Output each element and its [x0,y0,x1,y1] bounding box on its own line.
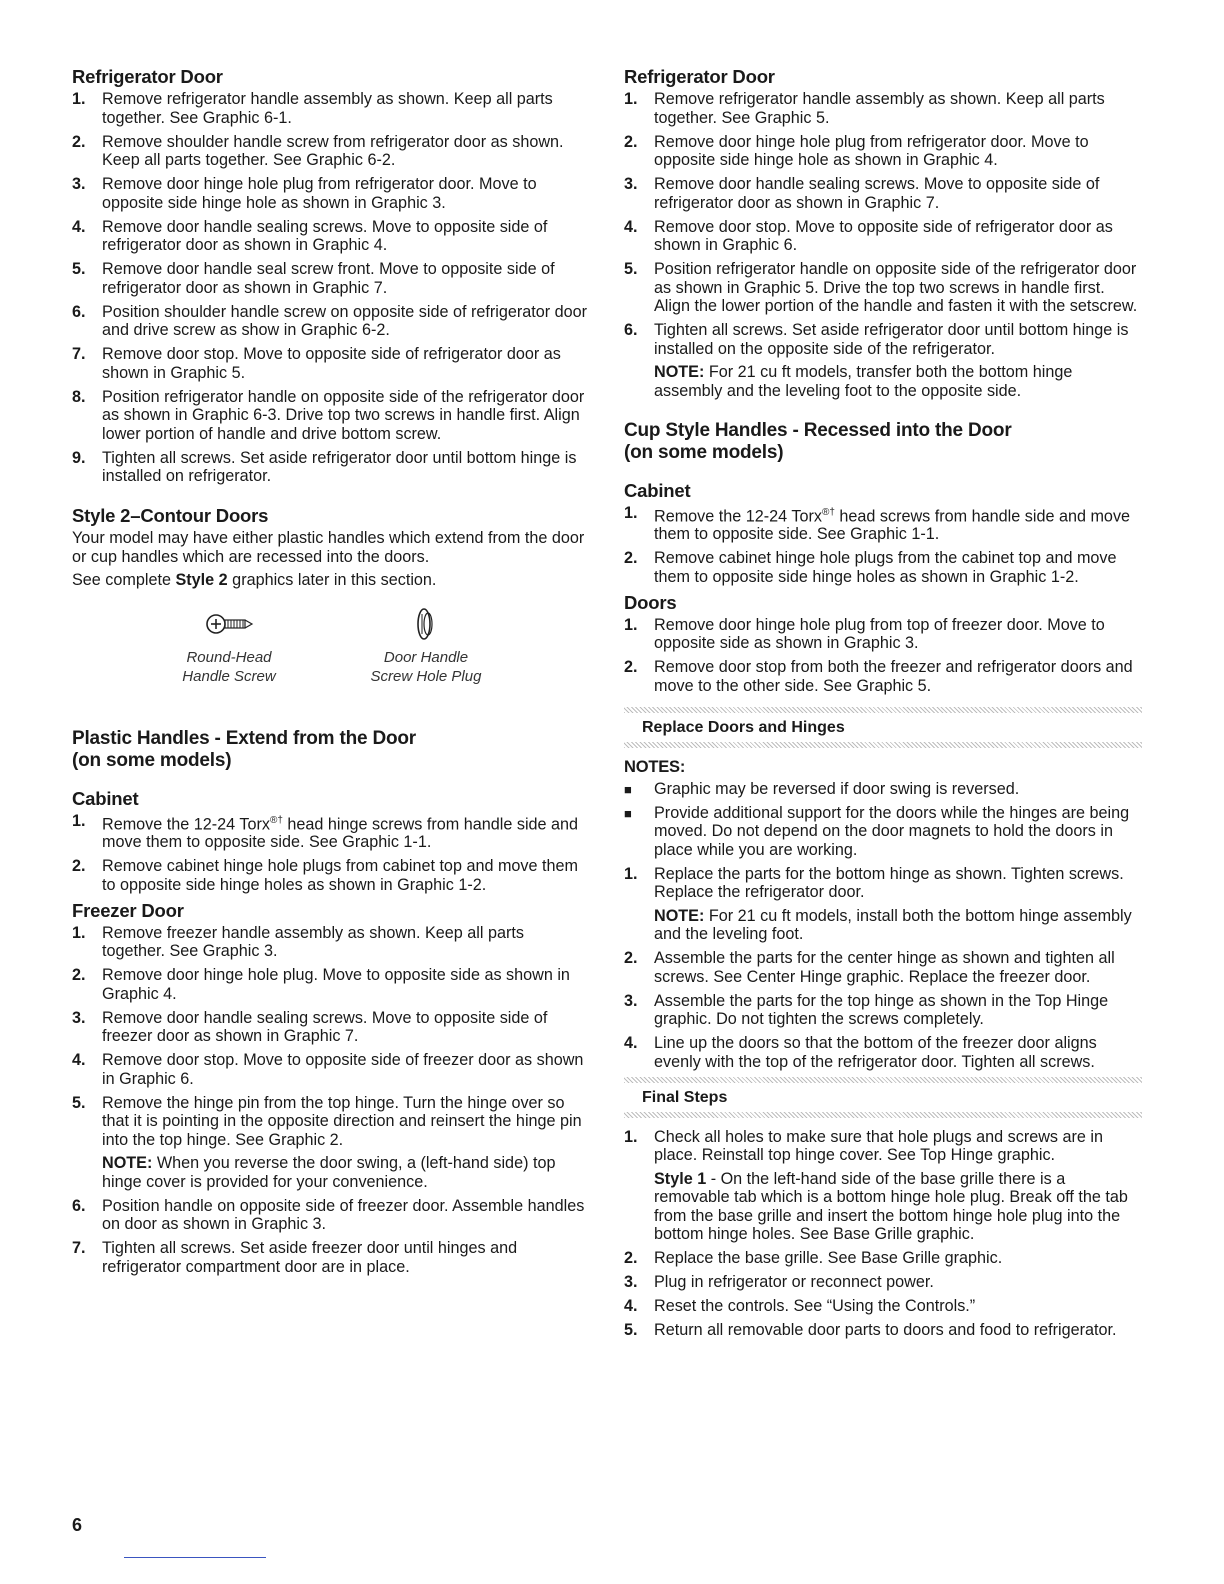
list-item: 7. Remove door stop. Move to opposite side of refrigerator door as shown in Graphic 5. [72,345,561,382]
note: NOTE: When you reverse the door swing, a (left-hand side) top hinge cover is provided for your convenience. [102,1154,556,1191]
replace-steps [624,865,1142,1072]
section-heading-plastic-handles: Plastic Handles - Extend from the Door (on some models) [72,727,416,771]
list-item: 3. Plug in refrigerator or reconnect power. [624,1273,934,1292]
style2-reference: See complete Style 2 graphics later in this section. [72,571,437,589]
list-item: 1. Remove freezer handle assembly as shown. Keep all parts together. See Graphic 3. [72,923,524,961]
footer-line [124,1557,266,1558]
note: NOTE: For 21 cu ft models, transfer both the bottom hinge assembly and the leveling foot to the opposite side. [654,363,1073,400]
section-heading-style-2: Style 2–Contour Doors [72,505,269,526]
section-heading-refrigerator-door: Refrigerator Door [624,66,775,87]
list-item: 3. Remove door handle sealing screws. Move to opposite side of freezer door as shown in Graphic 7. [72,1008,548,1046]
list-item: 5. Remove door handle seal screw front. Move to opposite side of refrigerator door as shown in Graphic 7. [72,260,555,297]
list-item: 4. Remove door stop. Move to opposite side of refrigerator door as shown in Graphic 6. [624,217,1113,254]
freezer-door-steps [72,924,590,1277]
doors-steps [624,616,1142,696]
list-item: 1. Replace the parts for the bottom hinge as shown. Tighten screws. Replace the refrigerator door. NOTE: For 21 cu ft models, install both the bottom hinge assembly and the leveling foot. [624,865,1142,944]
section-heading-cabinet: Cabinet [72,787,139,809]
list-item: 4. Line up the doors so that the bottom of the freezer door aligns evenly with the top of the refrigerator door. Tighten all screws. [624,1034,1097,1071]
list-item: 6. Tighten all screws. Set aside refrigerator door until bottom hinge is installed on the opposite side of the refrigerator. NOTE: For 21 cu ft models, transfer both the bottom hinge assembly and the leveling foot to the opposite side. [624,321,1142,400]
list-item: ■ Provide additional support for the doors while the hinges are being moved. Do not depend on the door magnets to hold the doors in place while you are working. [624,803,1130,859]
list-item: 3. Remove door hinge hole plug from refrigerator door. Move to opposite side hinge hole as shown in Graphic 3. [72,175,537,212]
section-heading-cabinet: Cabinet [624,479,691,501]
figure-caption: Round-Head [186,648,272,666]
figure-round-head-screw [164,606,294,686]
figure-hole-plug [356,606,496,686]
style2-paragraph: Your model may have either plastic handles which extend from the door or cup handles which are recessed into the doors. [72,529,585,566]
refrigerator-door-steps [72,90,590,486]
note: Style 1 - On the left-hand side of the base grille there is a removable tab which is a bottom hinge hole plug. Break off the tab from the base grille and insert the bottom hinge hole plug into the bottom hinge holes. See Base Grille graphic. [654,1169,1128,1244]
cabinet-steps [624,504,1142,587]
list-item: 1. Remove refrigerator handle assembly as shown. Keep all parts together. See Graphic 5. [624,90,1105,127]
left-column [72,66,590,1282]
refrigerator-door-steps [624,90,1142,400]
list-item: 2. Remove cabinet hinge hole plugs from the cabinet top and move them to opposite side hinge holes as shown in Graphic 1-2. [624,549,1117,586]
list-item: 9. Tighten all screws. Set aside refrigerator door until bottom hinge is installed on refrigerator. [72,448,577,485]
section-heading-freezer-door: Freezer Door [72,899,184,921]
list-item: 2. Remove shoulder handle screw from refrigerator door as shown. Keep all parts together. See Graphic 6-2. [72,132,564,169]
list-item: 3. Remove door handle sealing screws. Move to opposite side of refrigerator door as shown in Graphic 7. [624,175,1100,212]
list-item: 1. Remove refrigerator handle assembly as shown. Keep all parts together. See Graphic 6-1. [72,90,553,127]
figure-caption: Screw Hole Plug [370,667,482,685]
section-bar-replace-doors: Replace Doors and Hinges [642,718,845,736]
list-item: 5. Remove the hinge pin from the top hinge. Turn the hinge over so that it is pointing in the opposite direction and reinsert the hinge pin into the top hinge. See Graphic 2. NOTE: When you reverse the door swing, a (left-hand side) top hinge cover is provided for your convenience. [72,1094,590,1192]
list-item: 7. Tighten all screws. Set aside freezer door until hinges and refrigerator compartment door are in place. [72,1239,518,1276]
list-item: 6. Position shoulder handle screw on opposite side of refrigerator door and drive screw as show in Graphic 6-2. [72,302,588,339]
list-item: 1. Remove the 12-24 Torx®† head hinge screws from handle side and move them to opposite side. See Graphic 1-1. [72,811,579,852]
right-column [624,66,1142,1345]
list-item: 2. Replace the base grille. See Base Grille graphic. [624,1249,1003,1268]
list-item: 1. Remove the 12-24 Torx®† head screws from handle side and move them to opposite side. See Graphic 1-1. [624,503,1131,544]
list-item: 2. Assemble the parts for the center hinge as shown and tighten all screws. See Center Hinge graphic. Replace the freezer door. [624,949,1115,986]
list-item: 2. Remove cabinet hinge hole plugs from cabinet top and move them to opposite side hinge holes as shown in Graphic 1-2. [72,857,579,894]
list-item: 2. Remove door hinge hole plug. Move to opposite side as shown in Graphic 4. [72,966,570,1003]
final-steps [624,1128,1142,1340]
page-number: 6 [72,1515,83,1535]
list-item: 5. Return all removable door parts to doors and food to refrigerator. [624,1321,1117,1340]
notes-heading: NOTES: [624,757,686,776]
round-head-screw-icon [194,606,264,642]
figure-caption: Handle Screw [182,667,276,685]
hole-plug-icon [406,606,446,642]
section-bar-final-steps: Final Steps [642,1088,728,1106]
list-item: 4. Remove door stop. Move to opposite side of freezer door as shown in Graphic 6. [72,1051,584,1088]
list-item: 4. Remove door handle sealing screws. Move to opposite side of refrigerator door as shown in Graphic 4. [72,217,548,254]
list-item: ■ Graphic may be reversed if door swing is reversed. [624,779,1020,798]
note: NOTE: For 21 cu ft models, install both the bottom hinge assembly and the leveling foot. [654,906,1132,944]
notes-list [624,780,1142,860]
list-item: 1. Remove door hinge hole plug from top of freezer door. Move to opposite side as shown in Graphic 3. [624,615,1105,653]
parts-figures [72,606,590,706]
section-heading-cup-style-handles: Cup Style Handles - Recessed into the Door (on some models) [624,419,1012,463]
list-item: 2. Remove door stop from both the freezer and refrigerator doors and move to the other side. See Graphic 5. [624,658,1133,695]
list-item: 4. Reset the controls. See “Using the Controls.” [624,1297,976,1316]
list-item: 5. Position refrigerator handle on opposite side of the refrigerator door as shown in Graphic 5. Drive the top two screws in handle first. Align the lower portion of the handle and fasten it with the setscrew. [624,260,1138,315]
section-heading-refrigerator-door: Refrigerator Door [72,66,223,87]
list-item: 8. Position refrigerator handle on opposite side of the refrigerator door as shown in Graphic 6-3. Drive top two screws in handle first. Align lower portion of handle and drive bottom screw. [72,387,585,443]
section-heading-doors: Doors [624,591,677,613]
list-item: 1. Check all holes to make sure that hole plugs and screws are in place. Reinstall top hinge cover. See Top Hinge graphic. Style 1 - On the left-hand side of the base grille there is a removable tab which is a bottom hinge hole plug. Break off the tab from the base grille and insert the bottom hinge hole plug into the bottom hinge holes. See Base Grille graphic. [624,1128,1142,1244]
list-item: 6. Position handle on opposite side of freezer door. Assemble handles on door as shown in Graphic 3. [72,1196,585,1234]
cabinet-steps [72,812,590,895]
figure-caption: Door Handle [383,648,469,666]
list-item: 3. Assemble the parts for the top hinge as shown in the Top Hinge graphic. Do not tighten the screws completely. [624,991,1109,1029]
list-item: 2. Remove door hinge hole plug from refrigerator door. Move to opposite side hinge hole as shown in Graphic 4. [624,132,1089,169]
